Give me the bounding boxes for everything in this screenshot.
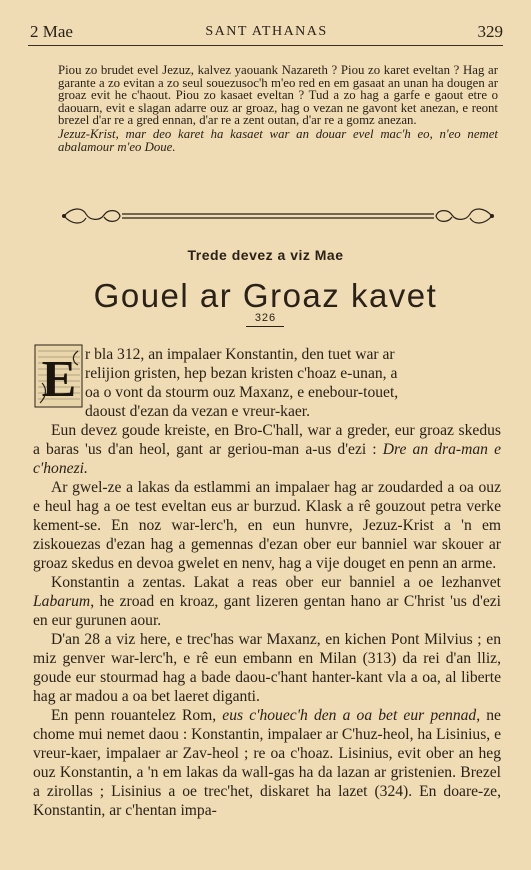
- paragraph-6-start: En penn rouantelez Rom,: [51, 707, 217, 724]
- paragraph-4: [33, 573, 501, 630]
- paragraph-4-start: Konstantin a zentas. Lakat a reas ober eur banniel a oe lezhanvet: [51, 574, 501, 591]
- text-line: daoust d'ezan da vezan e vreur-kaer.: [85, 403, 311, 420]
- ornamental-divider: [60, 205, 496, 227]
- title-underline: [246, 326, 284, 327]
- header-date: 2 Mae: [30, 22, 73, 41]
- text-line: relijion gristen, hep bezan kristen c'hoaz e-unan, a: [85, 365, 398, 382]
- feast-title: Gouel ar Groaz kavet: [93, 277, 438, 314]
- paragraph-6-italic: eus c'houec'h den a oa bet eur pennad: [222, 707, 477, 724]
- paragraph-6: [33, 706, 501, 820]
- header-rule: [28, 45, 503, 46]
- paragraph-2-text: Eun devez goude kreiste, en Bro-C'hall, war a greder, eur groaz skedus a baras 'us d'an heol, gant ar geriou-man a-us d'ezi :: [33, 422, 501, 458]
- running-header: [30, 22, 503, 44]
- text-line: r bla 312, an impalaer Konstantin, den tuet war ar: [85, 346, 395, 363]
- paragraph-5: D'an 28 a viz here, e trec'has war Maxanz, en kichen Pont Milvius ; en miz genver war-lerc'h, e rê eun embann en Milan (313) da rei d'an lliz, goude eur stourmad hag a bade daou-c'hant hanter-kant vla a oa, al liberte hag ar madou a oa bet laeret diganti.: [33, 631, 501, 705]
- page-number: 329: [477, 22, 503, 41]
- labarum-term: Labarum: [33, 593, 91, 610]
- previous-section-text: [58, 64, 498, 153]
- paragraph-3: Ar gwel-ze a lakas da estlammi an impalaer hag ar zoudarded a oa ouz e heul hag a oe test eveltan eus ar burzud. Klask a rê gouzout petra verke kement-se. En noz war-lerc'h, en eun hunvre, Jezuz-Krist a 'n em ziskouezas d'ezan hag a gemennas d'ezan ober eur banniel war skouer ar groaz skedus en devoa gwelet en nenv, hag a vije douget en penn an arme.: [33, 479, 501, 572]
- year-number: 326: [254, 312, 277, 324]
- day-heading: Trede devez a viz Mae: [187, 247, 344, 263]
- previous-italic-conclusion: Jezuz-Krist, mar deo karet ha kasaet war an douar evel mac'h eo, n'eo nemet abalamour m'eo Doue.: [58, 126, 498, 154]
- header-saint-name: SANT ATHANAS: [205, 24, 328, 39]
- text-line: oa o vont da stourm ouz Maxanz, e enebour-touet,: [85, 384, 399, 401]
- paragraph-6-end: , ne chome mui nemet daou : Konstantin, impalaer ar C'huz-heol, ha Lisinius, e vreur-kaer, impalaer ar Zav-heol ; re oa c'hoaz. Lisinius, evit ober an heg ouz Konstantin, a 'n em lakas da wall-gas ha da lazan ar gristenien. Brezel a zirollas ; Lisinius a oe trec'het, diskaret ha lazet (324). En doare-ze, Konstantin, ar c'hentan impa-: [33, 707, 501, 819]
- main-text: [33, 345, 501, 820]
- vision-motto: Dre an dra-man e c'honezi.: [33, 441, 502, 477]
- paragraph-1: [33, 345, 501, 421]
- paragraph-4-end: , he zroad en kroaz, gant lizeren gentan hano ar C'hrist 'us d'ezi en eur gurunen aour.: [33, 593, 501, 629]
- previous-paragraph: Piou zo brudet evel Jezuz, kalvez yaouank Nazareth ? Piou zo karet eveltan ? Hag ar garante a zo evitan a zo seul souezusoc'h m'eo red en em gasaat an unan ha dougen ar groaz evit he c'haout. Piou zo kasaet eveltan ? Tud a zo hag a garfe e gaout etre o daouarn, evit e slagan adarre ouz ar groaz, hag o vezan ne gavont ket anezan, e reont brezel d'ar re a gred ennan, d'ar re a zent outan, d'ar re a gomz anezan.: [58, 63, 498, 128]
- paragraph-2: [33, 421, 501, 478]
- dropcap-letter: E: [41, 351, 77, 408]
